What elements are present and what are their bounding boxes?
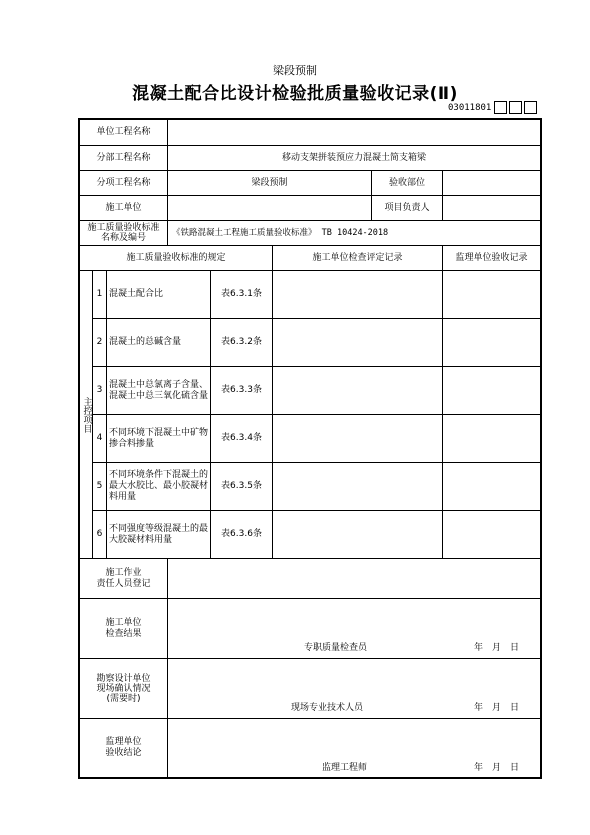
quality-inspector-label: 专职质量检查员 [304, 643, 368, 653]
division-field[interactable]: 移动支架拼装预应力混凝土简支箱梁 [281, 152, 426, 163]
item-construction-record[interactable] [273, 271, 442, 318]
code-box-1[interactable] [494, 101, 507, 114]
standard-field[interactable]: 《铁路混凝土工程施工质量验收标准》 TB 10424-2018 [172, 227, 389, 238]
item-supervision-record[interactable] [443, 415, 540, 462]
site-tech-label: 现场专业技术人员 [291, 703, 364, 713]
construction-result-line1: 施工单位 [105, 617, 142, 628]
worker-registration-field[interactable] [168, 559, 540, 598]
item-supervision-record[interactable] [443, 367, 540, 414]
standard-label-line1: 施工质量验收标准 [87, 223, 160, 233]
project-lead-label: 项目负责人 [384, 202, 430, 213]
construction-unit-label: 施工单位 [105, 202, 142, 213]
date-label: 年 月 日 [474, 643, 520, 653]
survey-design-line2: 现场确认情况 [96, 683, 151, 694]
unit-project-label: 单位工程名称 [96, 127, 151, 137]
item-supervision-record[interactable] [443, 463, 540, 510]
item-no: 3 [96, 385, 103, 395]
worker-registration-label [80, 559, 167, 598]
page-subtitle: 梁段预制 [273, 64, 317, 77]
item-clause: 表6.3.5条 [221, 481, 262, 491]
date-label: 年 月 日 [474, 703, 520, 713]
accept-part-field[interactable] [443, 171, 540, 195]
item-name: 混凝土中总氯离子含量、混凝土中总三氧化硫含量 [109, 379, 209, 401]
date-label: 年 月 日 [474, 763, 520, 773]
supervision-conclusion-line2: 验收结论 [105, 748, 142, 758]
item-name: 不同环境下混凝土中矿物掺合料掺量 [109, 427, 209, 449]
standard-label-line2: 名称及编号 [100, 233, 146, 243]
project-lead-field[interactable] [443, 196, 540, 220]
worker-registration-line1: 施工作业 [105, 567, 142, 578]
unit-project-field[interactable] [168, 120, 540, 145]
construction-result-line2: 检查结果 [105, 628, 142, 639]
form-code: 03011801 [448, 103, 492, 113]
item-clause: 表6.3.6条 [221, 529, 262, 539]
item-name: 混凝土的总碱含量 [109, 337, 182, 347]
item-clause: 表6.3.3条 [221, 385, 262, 395]
item-no: 6 [96, 529, 103, 539]
item-name: 混凝土配合比 [109, 289, 164, 299]
construction-unit-field[interactable] [168, 196, 371, 220]
supervisor-label: 监理工程师 [322, 763, 368, 773]
item-name: 不同强度等级混凝土的最大胶凝材料用量 [109, 523, 209, 545]
worker-registration-line2: 责任人员登记 [96, 578, 151, 589]
subitem-label: 分项工程名称 [96, 177, 151, 188]
page-title: 混凝土配合比设计检验批质量验收记录(Ⅱ) [132, 84, 458, 104]
standard-label [80, 221, 167, 245]
supervision-conclusion-label [80, 719, 167, 777]
survey-design-line3: (需要时) [106, 693, 141, 704]
main-control-label: 主控项目 [81, 396, 92, 433]
item-construction-record[interactable] [273, 319, 442, 366]
accept-part-label: 验收部位 [388, 177, 425, 188]
item-construction-record[interactable] [273, 463, 442, 510]
item-clause: 表6.3.4条 [221, 433, 262, 443]
construction-result-label [80, 599, 167, 658]
item-construction-record[interactable] [273, 415, 442, 462]
item-clause: 表6.3.2条 [221, 337, 262, 347]
survey-design-line1: 勘察设计单位 [96, 673, 151, 684]
supervision-conclusion-line1: 监理单位 [105, 737, 142, 747]
item-name: 不同环境条件下混凝土的最大水胶比、最小胶凝材料用量 [109, 470, 209, 502]
item-no: 4 [96, 433, 103, 443]
division-label: 分部工程名称 [96, 152, 151, 163]
item-supervision-record[interactable] [443, 319, 540, 366]
item-construction-record[interactable] [273, 367, 442, 414]
code-box-3[interactable] [524, 101, 537, 114]
item-no: 5 [96, 481, 103, 491]
col-supervision-header: 监理单位验收记录 [455, 252, 528, 263]
subitem-field[interactable]: 梁段预制 [251, 177, 288, 188]
col-spec-header: 施工质量验收标准的规定 [126, 252, 226, 263]
item-no: 1 [96, 289, 103, 299]
col-construction-header: 施工单位检查评定记录 [312, 252, 403, 263]
item-clause: 表6.3.1条 [221, 289, 262, 299]
survey-design-label [80, 659, 167, 718]
item-construction-record[interactable] [273, 511, 442, 558]
item-supervision-record[interactable] [443, 271, 540, 318]
code-box-2[interactable] [509, 101, 522, 114]
item-supervision-record[interactable] [443, 511, 540, 558]
item-no: 2 [96, 337, 103, 347]
